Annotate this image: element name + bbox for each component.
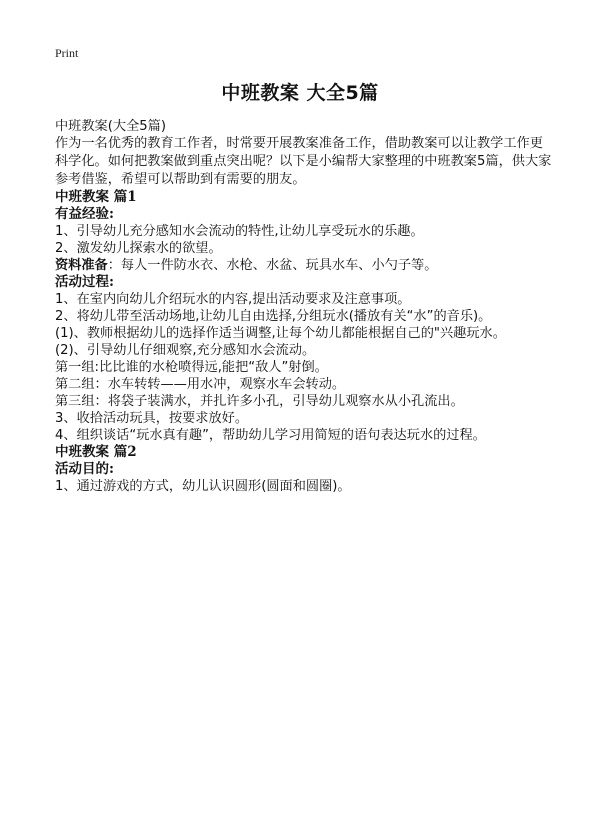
document-subtitle: 中班教案(大全5篇) bbox=[55, 119, 166, 134]
list-item: 1、通过游戏的方式，幼儿认识圆形(圆面和圆圈)。 bbox=[55, 479, 351, 494]
process-heading: 活动过程: bbox=[55, 274, 114, 290]
print-link[interactable]: Print bbox=[55, 46, 79, 60]
experience-heading: 有益经验: bbox=[55, 206, 114, 222]
materials-text: ：每人一件防水衣、水枪、水盆、玩具水车、小勺子等。 bbox=[107, 258, 438, 273]
section-heading-2: 中班教案 篇2 bbox=[55, 444, 137, 460]
document-body bbox=[55, 118, 555, 495]
list-item: 3、收拾活动玩具，按要求放好。 bbox=[55, 411, 249, 426]
intro-paragraph: 作为一名优秀的教育工作者，时常要开展教案准备工作，借助教案可以让教学工作更科学化。如何把教案做到重点突出呢？以下是小编帮大家整理的中班教案5篇，供大家参考借鉴，希望可以帮助到有需要的朋友。 bbox=[55, 136, 552, 187]
goal-heading: 活动目的: bbox=[55, 461, 114, 477]
list-item: 4、组织谈话“玩水真有趣”，帮助幼儿学习用简短的语句表达玩水的过程。 bbox=[55, 428, 486, 443]
document-title: 中班教案 大全5篇 bbox=[221, 82, 379, 104]
materials-paragraph bbox=[55, 257, 555, 274]
list-item: 第三组：将袋子装满水，并扎许多小孔，引导幼儿观察水从小孔流出。 bbox=[55, 394, 464, 409]
list-item: 1、引导幼儿充分感知水会流动的特性,让幼儿享受玩水的乐趣。 bbox=[55, 224, 424, 239]
list-item: 第一组:比比谁的水枪喷得远,能把“敌人”射倒。 bbox=[55, 360, 328, 375]
materials-label: 资料准备 bbox=[55, 258, 108, 273]
list-item: (1)、教师根据幼儿的选择作适当调整,让每个幼儿都能根据自己的"兴趣玩水。 bbox=[55, 326, 506, 341]
list-item: 第二组：水车转转——用水冲，观察水车会转动。 bbox=[55, 377, 346, 392]
list-item: (2)、引导幼儿仔细观察,充分感知水会流动。 bbox=[55, 343, 316, 358]
list-item: 2、将幼儿带至活动场地,让幼儿自由选择,分组玩水(播放有关“水”的音乐)。 bbox=[55, 309, 492, 324]
list-item: 1、在室内向幼儿介绍玩水的内容,提出活动要求及注意事项。 bbox=[55, 292, 411, 307]
list-item: 2、激发幼儿探索水的欲望。 bbox=[55, 241, 222, 256]
section-heading-1: 中班教案 篇1 bbox=[55, 189, 137, 205]
